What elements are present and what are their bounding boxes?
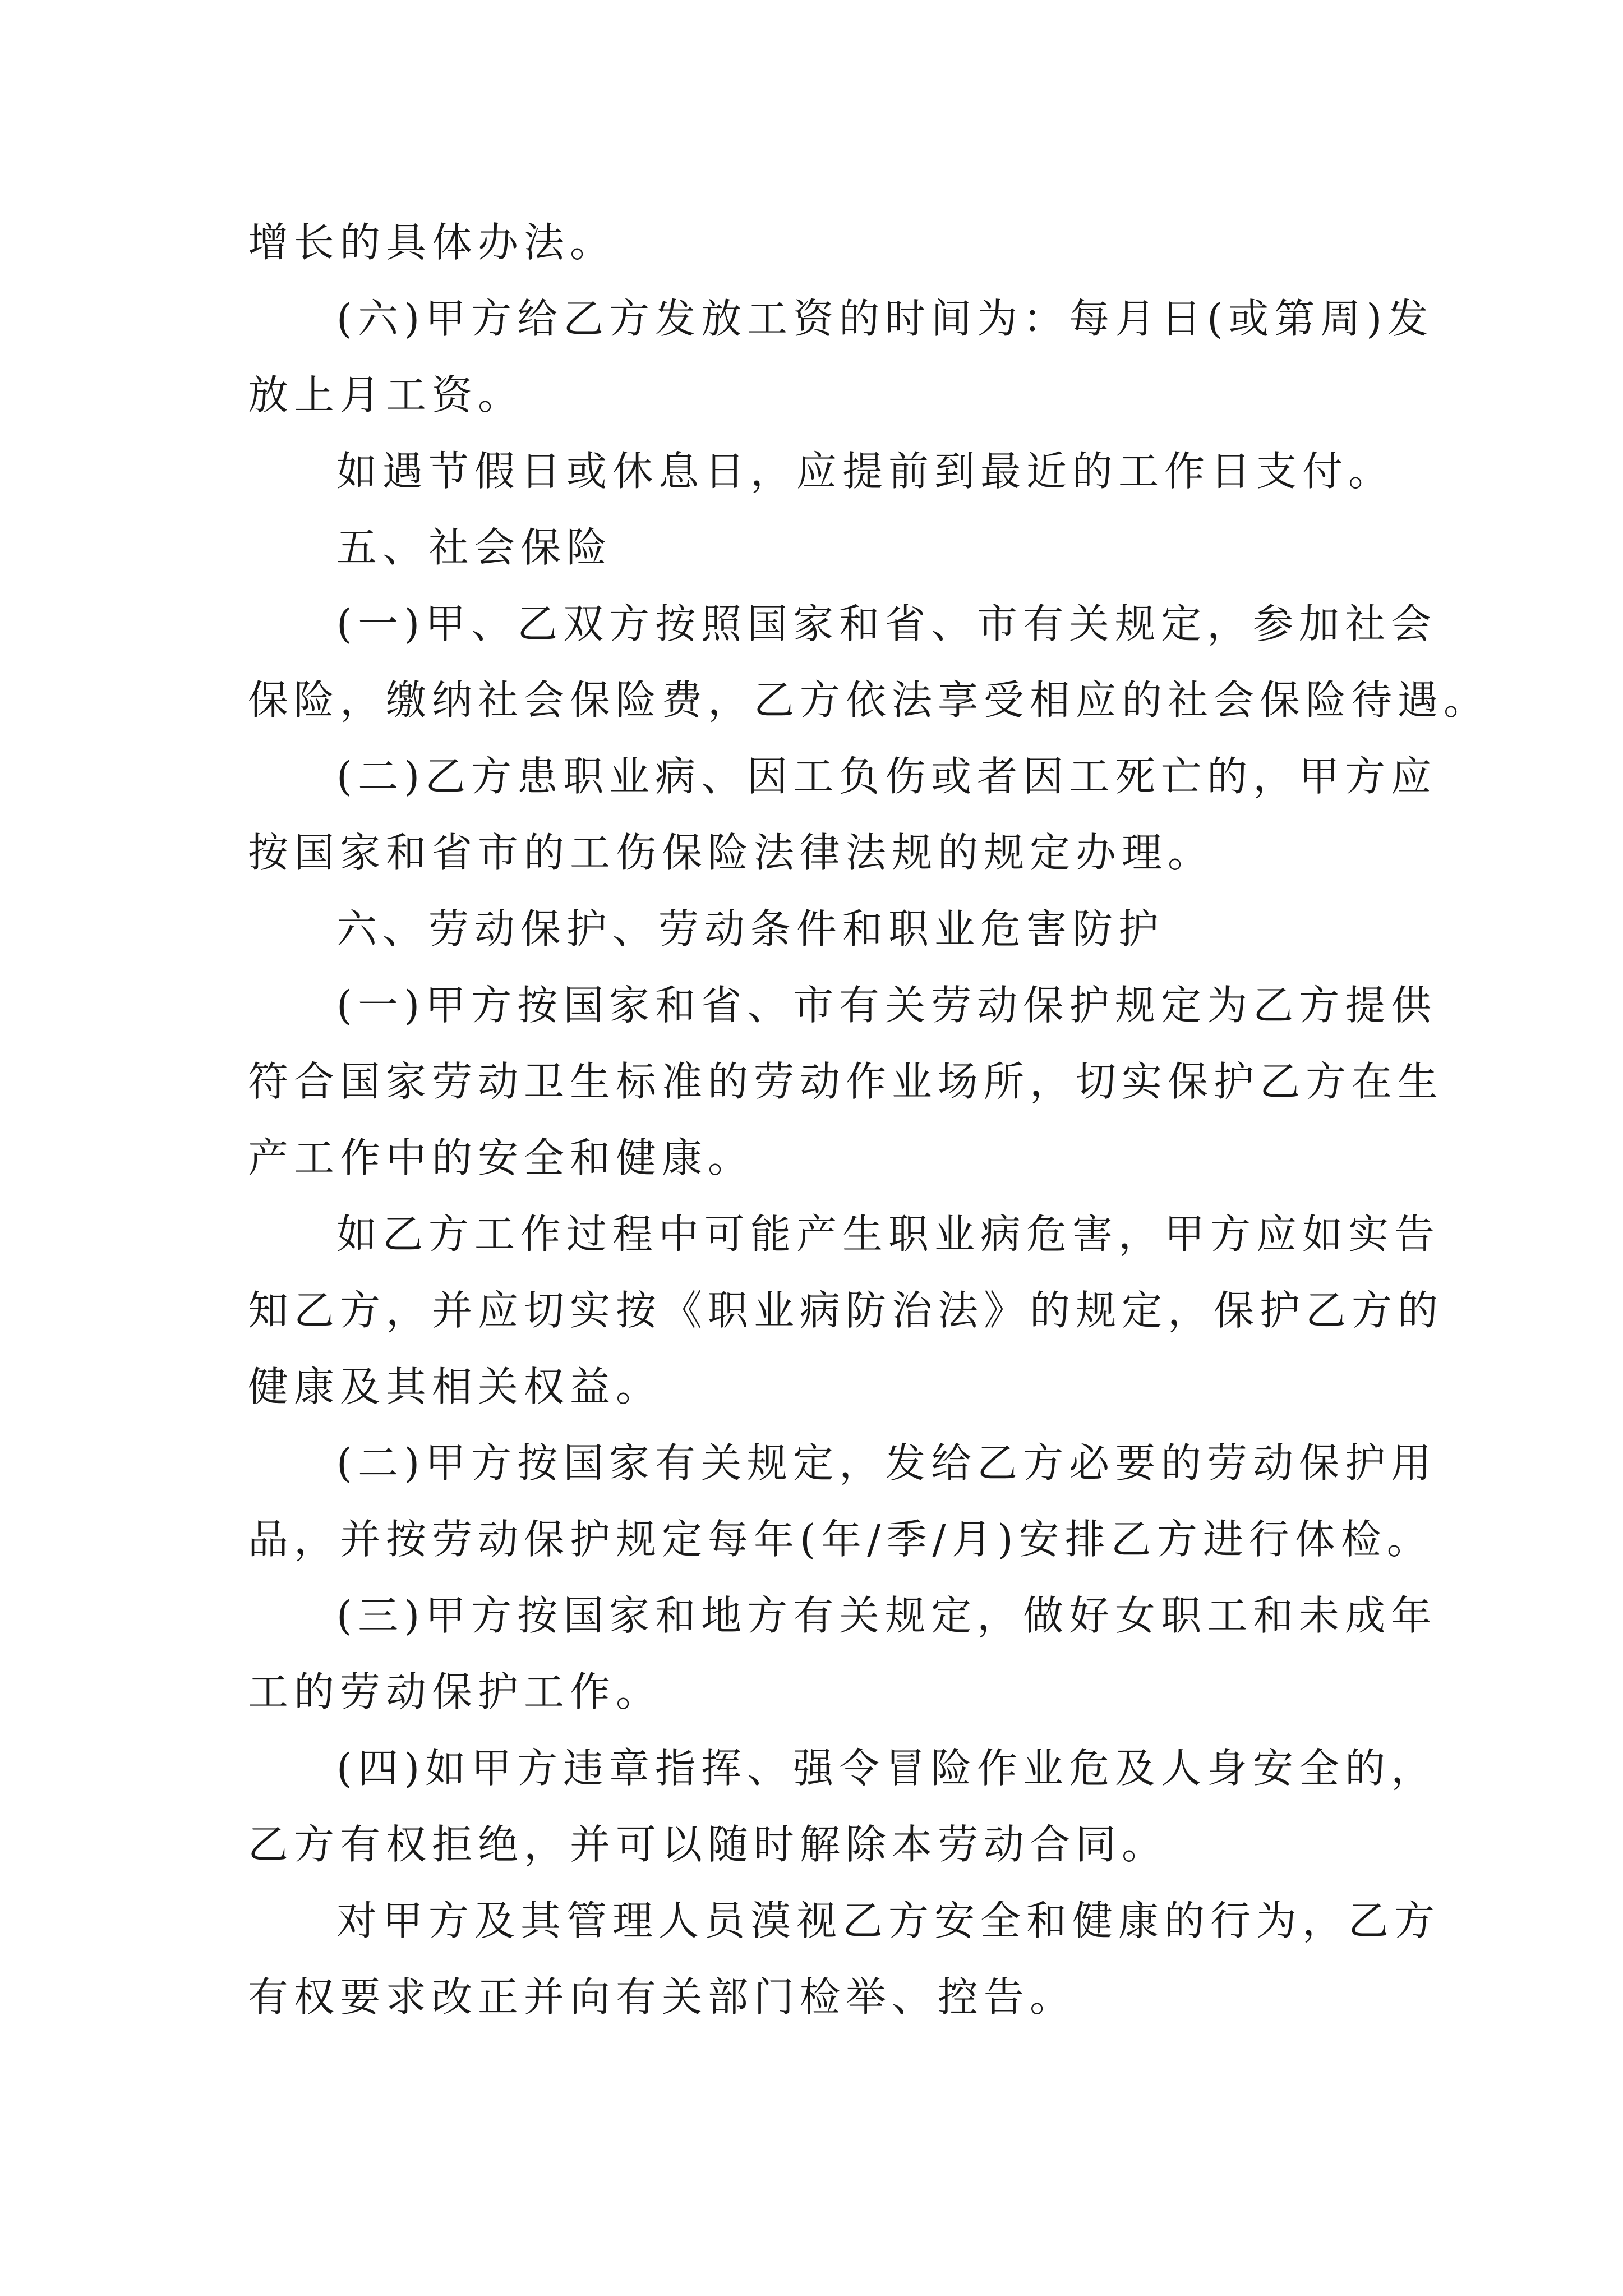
text-line: (一)甲、乙双方按照国家和省、市有关规定，参加社会 (336, 600, 1437, 647)
text-line: 产工作中的安全和健康。 (248, 1134, 754, 1181)
text-line: 如乙方工作过程中可能产生职业病危害，甲方应如实告 (336, 1211, 1441, 1258)
text-line: 工的劳动保护工作。 (248, 1668, 662, 1715)
text-line: (二)甲方按国家有关规定，发给乙方必要的劳动保护用 (336, 1439, 1437, 1487)
text-line: 健康及其相关权益。 (248, 1363, 662, 1410)
text-line: (二)乙方患职业病、因工负伤或者因工死亡的，甲方应 (336, 753, 1437, 800)
text-line: (三)甲方按国家和地方有关规定，做好女职工和未成年 (336, 1592, 1437, 1639)
text-line: 品，并按劳动保护规定每年(年/季/月)安排乙方进行体检。 (248, 1516, 1433, 1563)
text-line: 有权要求改正并向有关部门检举、控告。 (248, 1973, 1076, 2021)
text-line: (六)甲方给乙方发放工资的时间为：每月日(或第周)发 (336, 295, 1434, 342)
text-line: 增长的具体办法。 (248, 219, 616, 266)
text-line: 保险，缴纳社会保险费，乙方依法享受相应的社会保险待遇。 (248, 677, 1490, 724)
text-line: (一)甲方按国家和省、市有关劳动保护规定为乙方提供 (336, 982, 1437, 1029)
text-line: 放上月工资。 (248, 371, 524, 418)
text-line: 按国家和省市的工伤保险法律法规的规定办理。 (248, 829, 1214, 876)
section-heading: 五、社会保险 (336, 524, 613, 571)
text-line: (四)如甲方违章指挥、强令冒险作业危及人身安全的， (336, 1745, 1437, 1792)
text-line: 知乙方，并应切实按《职业病防治法》的规定，保护乙方的 (248, 1287, 1444, 1334)
text-line: 符合国家劳动卫生标准的劳动作业场所，切实保护乙方在生 (248, 1058, 1444, 1105)
section-heading: 六、劳动保护、劳动条件和职业危害防护 (336, 905, 1165, 953)
text-line: 乙方有权拒绝，并可以随时解除本劳动合同。 (248, 1821, 1168, 1868)
text-line: 如遇节假日或休息日，应提前到最近的工作日支付。 (336, 448, 1395, 495)
text-line: 对甲方及其管理人员漠视乙方安全和健康的行为，乙方 (336, 1897, 1441, 1944)
